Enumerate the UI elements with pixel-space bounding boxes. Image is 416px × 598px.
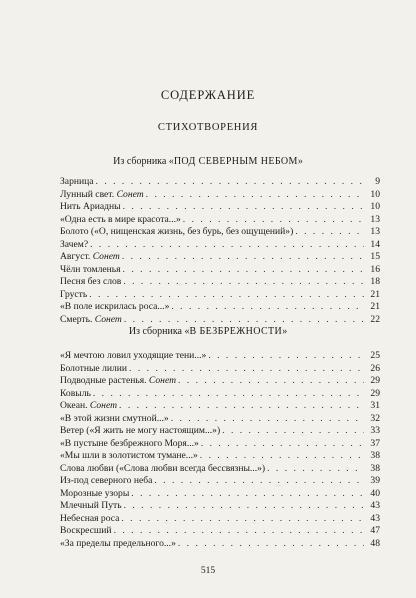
toc-entry-page: 15	[370, 251, 380, 262]
toc-entry	[60, 363, 380, 376]
toc-entry-page: 38	[370, 450, 380, 461]
toc-entry-title	[60, 513, 119, 526]
toc-entry-title-text: Небесная роса	[60, 512, 120, 524]
dot-leader	[89, 289, 364, 302]
toc-entry-title-text: Чёлн томленья	[60, 263, 121, 275]
toc-entry	[60, 538, 380, 551]
toc-entry-page: 9	[375, 176, 380, 187]
toc-entry-title	[60, 264, 121, 277]
toc-entry-page: 40	[370, 487, 380, 499]
toc-entry-title-text: «Я мечтою ловил уходящие тени...»	[60, 350, 207, 361]
toc-entry-genre: Сонет	[148, 375, 177, 386]
toc-entry	[60, 413, 380, 426]
toc-entry-title-text: Из-под северного неба	[60, 475, 153, 486]
toc-entry-genre: Сонет	[94, 313, 122, 325]
toc-entry-page: 21	[370, 288, 380, 300]
toc-entry-page: 16	[370, 263, 380, 275]
toc-entry-title-text: Песня без слов	[60, 276, 122, 287]
toc-entry-page: 39	[370, 475, 380, 486]
toc-entry-page: 13	[370, 226, 380, 237]
dot-leader	[208, 350, 364, 363]
dot-leader	[123, 276, 364, 289]
toc-entry-title-text: Грусть	[60, 288, 88, 300]
toc-entry	[60, 513, 380, 526]
toc-entry-title-text: Зачем?	[60, 238, 89, 250]
toc-entry-title	[60, 400, 117, 413]
toc-entry-title	[60, 425, 220, 438]
toc-entry-title-text: Морозные узоры	[60, 487, 130, 499]
toc-entry-page: 21	[370, 301, 380, 312]
toc-entry	[60, 176, 380, 189]
toc-entry	[60, 425, 380, 438]
toc-entry	[60, 388, 380, 401]
dot-leader	[123, 264, 364, 277]
toc-entry-page: 33	[370, 425, 380, 436]
toc-entry-title	[60, 239, 88, 252]
toc-entry-title-text: Болото («О, нищенская жизнь, без бурь, без ощущений»)	[60, 226, 294, 237]
dot-leader	[171, 301, 364, 314]
dot-leader	[119, 400, 364, 413]
toc-entry-title-text: Воскресший	[60, 525, 112, 536]
dot-leader	[122, 251, 364, 264]
toc-entry-title-text: Ковыль	[60, 387, 91, 399]
toc-entry-title	[60, 314, 122, 327]
toc-entry-genre: Сонет	[89, 400, 118, 411]
dot-leader	[124, 314, 364, 327]
section-heading-suffix: »	[282, 326, 288, 337]
toc-entry-title-text: Смерть.	[60, 313, 95, 325]
section-heading-suffix: »	[297, 156, 303, 167]
page-title: СОДЕРЖАНИЕ	[160, 88, 256, 102]
toc-entry	[60, 264, 380, 277]
toc-entry-title-text: Слова любви («Слова любви всегда бессвязны...»)	[60, 462, 266, 474]
dot-leader	[171, 413, 364, 426]
toc-entry-page: 31	[370, 400, 380, 411]
toc-entry-title	[60, 388, 91, 401]
toc-entry	[60, 314, 380, 327]
toc-entry-page: 29	[370, 375, 380, 386]
dot-leader	[129, 363, 364, 376]
toc-entry	[60, 400, 380, 413]
toc-entry-page: 26	[370, 362, 380, 374]
toc-entry-genre: Сонет	[92, 251, 120, 262]
dot-leader	[295, 226, 364, 239]
toc-entry	[60, 289, 380, 302]
section-heading-prefix: Из сборника «	[113, 156, 174, 167]
toc-entry	[60, 500, 380, 513]
dot-leader	[123, 201, 364, 214]
toc-entry-page: 29	[370, 387, 380, 399]
toc-entry	[60, 301, 380, 314]
dot-leader	[200, 450, 364, 463]
page-number: 515	[200, 566, 216, 576]
toc-entry-title	[60, 450, 198, 463]
toc-entry-title-text: Ветер («Я жить не могу настоящим...»)	[60, 425, 221, 436]
toc-entry-title	[60, 226, 293, 239]
toc-entry-title	[60, 276, 121, 289]
toc-entry	[60, 375, 380, 388]
dot-leader	[178, 538, 364, 551]
dot-leader	[90, 239, 364, 252]
dot-leader	[183, 214, 364, 227]
dot-leader	[178, 375, 364, 388]
section-heading-2	[0, 326, 416, 337]
toc-entry-title	[60, 214, 181, 227]
dot-leader	[93, 388, 364, 401]
toc-entry	[60, 450, 380, 463]
toc-entry-title	[60, 189, 144, 202]
toc-entry-title-text: «В этой жизни смутной...»	[60, 412, 169, 424]
toc-entry	[60, 276, 380, 289]
toc-entry-title-text: «Одна есть в мире красота...»	[60, 213, 181, 225]
toc-entry	[60, 438, 380, 451]
toc-entry-title	[60, 488, 129, 501]
toc-entry-title	[60, 500, 122, 513]
dot-leader	[267, 463, 364, 476]
toc-entry-title-text: Нить Ариадны	[60, 201, 121, 212]
toc-entry	[60, 475, 380, 488]
toc-entry	[60, 226, 380, 239]
toc-entry-page: 22	[370, 313, 380, 325]
toc-entry-title-text: Океан.	[60, 400, 90, 411]
toc-entry-title-text: Подводные растенья.	[60, 375, 149, 386]
section-heading-name: ПОД СЕВЕРНЫМ НЕБОМ	[173, 156, 298, 167]
dot-leader	[154, 475, 364, 488]
toc-list-1	[60, 176, 380, 326]
toc-entry-title	[60, 289, 87, 302]
toc-entry-title-text: «За пределы предельного...»	[60, 537, 176, 549]
toc-entry-title	[60, 463, 265, 476]
toc-entry-title	[60, 350, 206, 363]
toc-entry-title	[60, 201, 121, 214]
dot-leader	[146, 189, 364, 202]
toc-entry-page: 13	[370, 213, 380, 225]
toc-entry-page: 43	[370, 512, 380, 524]
toc-entry-title	[60, 363, 127, 376]
toc-entry	[60, 251, 380, 264]
toc-entry-page: 37	[370, 437, 380, 449]
toc-entry-page: 10	[370, 188, 380, 200]
toc-entry	[60, 214, 380, 227]
toc-entry-title	[60, 413, 169, 426]
toc-entry-title	[60, 176, 94, 189]
dot-leader	[96, 176, 364, 189]
dot-leader	[114, 525, 364, 538]
toc-entry-page: 10	[370, 201, 380, 212]
dot-leader	[131, 488, 364, 501]
toc-entry-genre: Сонет	[116, 188, 144, 200]
toc-entry-title	[60, 538, 176, 551]
dot-leader	[121, 513, 364, 526]
toc-entry	[60, 488, 380, 501]
toc-entry-title	[60, 301, 169, 314]
toc-entry-page: 32	[370, 412, 380, 424]
toc-entry-title-text: «Мы шли в золотистом тумане...»	[60, 450, 198, 461]
toc-entry-title	[60, 475, 152, 488]
toc-entry	[60, 463, 380, 476]
dot-leader	[201, 438, 364, 451]
toc-entry-page: 25	[370, 350, 380, 361]
toc-entry	[60, 350, 380, 363]
toc-entry-title	[60, 525, 112, 538]
toc-entry-title	[60, 375, 176, 388]
toc-entry-title	[60, 438, 199, 451]
toc-entry	[60, 239, 380, 252]
toc-entry-title-text: Август.	[60, 251, 93, 262]
toc-entry-page: 48	[370, 537, 380, 549]
toc-entry-page: 18	[370, 276, 380, 287]
toc-list-2	[60, 350, 380, 550]
toc-entry-title-text: Зарница	[60, 176, 94, 187]
toc-entry-title-text: «В пустыне безбрежного Моря...»	[60, 437, 199, 449]
toc-entry-page: 14	[370, 238, 380, 250]
toc-entry	[60, 189, 380, 202]
toc-entry	[60, 201, 380, 214]
dot-leader	[124, 500, 364, 513]
toc-entry-page: 43	[370, 500, 380, 511]
toc-entry-page: 38	[370, 462, 380, 474]
toc-entry-title-text: «В поле искрилась роса...»	[60, 301, 170, 312]
section-heading-name: В БЕЗБРЕЖНОСТИ	[189, 326, 283, 337]
toc-entry-title-text: Болотные лилии	[60, 362, 128, 374]
section-heading-prefix: Из сборника «	[128, 326, 190, 337]
toc-entry-title-text: Лунный свет.	[60, 188, 117, 200]
toc-entry-title	[60, 251, 120, 264]
dot-leader	[222, 425, 364, 438]
toc-entry	[60, 525, 380, 538]
toc-entry-page: 47	[370, 525, 380, 536]
page-subtitle: СТИХОТВОРЕНИЯ	[157, 122, 259, 133]
section-heading-1	[0, 156, 416, 167]
toc-entry-title-text: Млечный Путь	[60, 500, 122, 511]
